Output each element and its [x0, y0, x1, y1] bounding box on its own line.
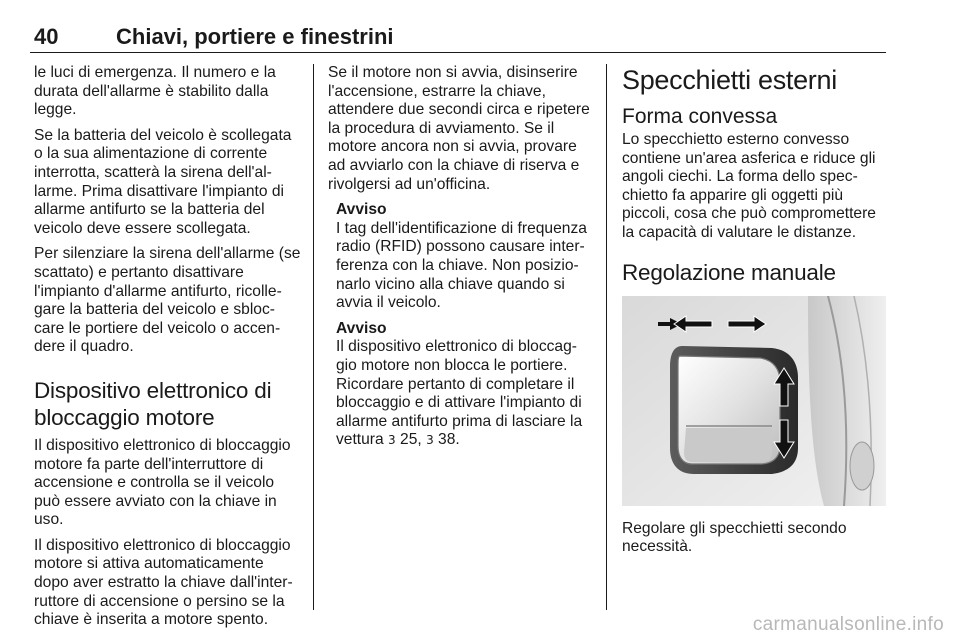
paragraph: Il dispositivo elettronico di bloccaggio motore si attiva automaticamente dopo aver estratto la chiave dall'inter-ruttore di accensione o persino se la chiave è inserita a motore spento. [34, 536, 293, 629]
column-left [34, 64, 302, 637]
cross-reference[interactable] [388, 431, 426, 448]
mirror-drawing [622, 296, 886, 506]
mirror-adjustment-illustration [622, 296, 886, 506]
ref-arrow-icon: 3 [426, 433, 434, 448]
column-divider-1 [313, 64, 314, 610]
cross-reference[interactable] [426, 431, 460, 448]
column-right [622, 64, 888, 564]
subsection-heading: Forma convessa [622, 105, 778, 128]
section-title: Specchietti esterni [622, 65, 837, 95]
page-header [30, 24, 886, 53]
section-heading-immobilizer: Dispositivo elettronico di bloccaggio motore [34, 377, 272, 430]
note-text: Il dispositivo elettronico di bloccag-gio motore non blocca le portiere. Ricordare pertanto di completare il bloccaggio e di attivare l'impianto di allarme antifurto prima di lasciare la vettura [336, 338, 583, 449]
chapter-title: Chiavi, portiere e finestrini [116, 24, 394, 49]
note-text: I tag dell'identificazione di frequenza radio (RFID) possono causare inter-ferenza con la chiave. Non posizio-narlo vicino alla chiave quando si avvia il veicolo. [336, 219, 587, 312]
ref-page: 38 [438, 431, 456, 449]
paragraph: Per silenziare la sirena dell'allarme (se scattato) e pertanto disattivare l'impianto d'allarme antifurto, ricolle-gare la batteria del veicolo e sbloc-care le portiere del veicolo o accen-dere il quadro. [34, 245, 301, 356]
note-box [328, 201, 592, 313]
ref-separator: , [417, 431, 422, 449]
ref-end: . [455, 431, 460, 449]
ref-page: 25 [400, 431, 418, 449]
paragraph: Regolare gli specchietti secondo necessità. [622, 519, 847, 556]
note-box [328, 320, 592, 450]
note-label: Avviso [336, 201, 387, 219]
subsection-heading-manual: Regolazione manuale [622, 259, 836, 285]
column-middle [328, 64, 592, 457]
note-label: Avviso [336, 319, 387, 337]
paragraph: Lo specchietto esterno convesso contiene un'area asferica e riduce gli angoli ciechi. La forma dello spec-chietto fa apparire gli oggetti più piccoli, cosa che può compromettere la capacità di valutare le distanze. [622, 131, 876, 241]
paragraph: Se il motore non si avvia, disinserire l'accensione, estrarre la chiave, attendere due secondi circa e ripetere la procedura di avviamento. Se il motore ancora non si avvia, provare ad avviarlo con la chiave di riserva e rivolgersi ad un'officina. [328, 64, 590, 193]
page-number: 40 [34, 24, 59, 49]
paragraph: Se la batteria del veicolo è scollegata o la sua alimentazione di corrente interrotta, scatterà la sirena dell'al-larme. Prima disattivare l'impianto di allarme antifurto se la batteria del veicolo deve essere scollegata. [34, 126, 292, 237]
paragraph: Il dispositivo elettronico di bloccaggio motore fa parte dell'interruttore di accensione e controlla se il veicolo può essere avviato con la chiave in uso. [34, 436, 291, 529]
paragraph: le luci di emergenza. Il numero e la durata dell'allarme è stabilito dalla legge. [34, 64, 276, 119]
column-divider-2 [606, 64, 607, 610]
ref-arrow-icon: 3 [388, 433, 396, 448]
watermark: carmanualsonline.info [752, 614, 944, 635]
